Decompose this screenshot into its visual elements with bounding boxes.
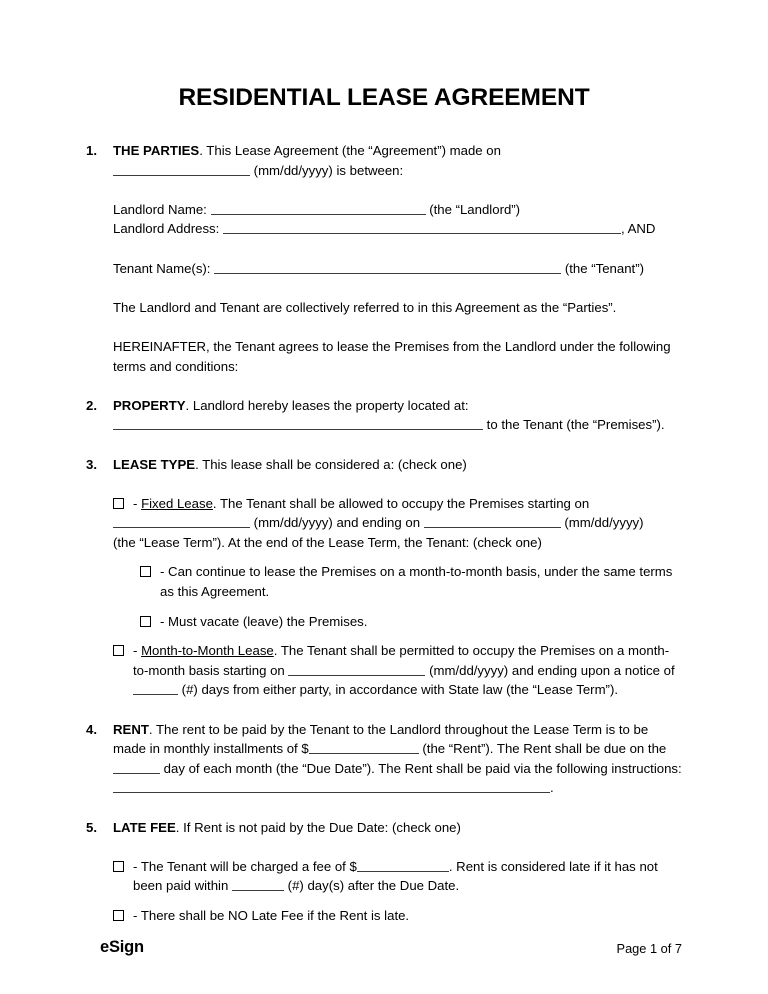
fixed-lease-dash: - — [133, 495, 142, 511]
month-to-month-notice-days-blank[interactable] — [133, 682, 178, 695]
clause-late-fee — [86, 818, 682, 838]
fixed-lease-end-date-blank[interactable] — [424, 515, 561, 528]
late-fee-days-blank[interactable] — [232, 878, 284, 891]
clause-lease-type — [86, 455, 682, 475]
no-late-fee-label: - There shall be NO Late Fee if the Rent is late. — [133, 907, 410, 923]
late-fee-text: . If Rent is not paid by the Due Date: (check one) — [175, 819, 461, 835]
month-to-month-text-b: (mm/dd/yyyy) and ending upon a notice of — [429, 662, 675, 678]
checkbox-must-vacate-icon[interactable] — [140, 616, 151, 627]
page-footer — [86, 938, 682, 962]
checkbox-late-fee-charged-icon[interactable] — [113, 861, 124, 872]
checkbox-fixed-lease-icon[interactable] — [113, 498, 124, 509]
property-text-b: to the Tenant (the “Premises”). — [486, 417, 665, 433]
parties-intro-a: . This Lease Agreement (the “Agreement”) made on — [199, 143, 501, 158]
landlord-address-label: Landlord Address: — [113, 221, 220, 237]
landlord-name-row — [113, 200, 682, 220]
rent-text-c: day of each month (the “Due Date”). The Rent shall be paid via the following instructions: — [163, 760, 682, 776]
landlord-address-row — [113, 219, 682, 239]
property-text-a: . Landlord hereby leases the property located at: — [185, 397, 469, 413]
clause-property — [86, 396, 682, 435]
tenant-name-label: Tenant Name(s): — [113, 260, 211, 276]
landlord-address-suffix: , AND — [620, 221, 656, 237]
option-continue-month-to-month[interactable] — [140, 562, 682, 601]
rent-due-day-blank[interactable] — [113, 761, 160, 774]
landlord-name-label: Landlord Name: — [113, 201, 207, 217]
parties-intro-b: (mm/dd/yyyy) is between: — [253, 162, 404, 178]
clause-number-1: 1. — [86, 143, 97, 158]
parties-collectively-text: The Landlord and Tenant are collectively referred to in this Agreement as the “Parties”. — [113, 299, 617, 315]
fixed-lease-label: Fixed Lease — [141, 495, 213, 511]
clause-number-2: 2. — [86, 397, 97, 413]
month-to-month-text-a: . The Tenant shall be permitted to occupy the Premises on a month-to-month basis starting on — [133, 643, 670, 678]
property-address-blank[interactable] — [113, 417, 483, 430]
clause-number-4: 4. — [86, 721, 97, 737]
rent-amount-blank[interactable] — [309, 741, 419, 754]
fixed-lease-text-b: (mm/dd/yyyy) and ending on — [253, 515, 421, 531]
tenant-name-blank[interactable] — [214, 261, 561, 274]
late-fee-option-b: . Rent is considered late if it has not been paid within — [133, 858, 658, 894]
rent-text-a: . The rent to be paid by the Tenant to the Landlord throughout the Lease Term is to be made in monthly installments of $ — [113, 721, 649, 757]
clause-heading-late-fee: LATE FEE — [113, 819, 176, 835]
fixed-lease-text-d-row: (the “Lease Term”). At the end of the Lease Term, the Tenant: (check one) — [113, 534, 542, 550]
clause-number-5: 5. — [86, 819, 97, 835]
rent-text-b: (the “Rent”). The Rent shall be due on the — [422, 741, 667, 757]
late-fee-option-a: - The Tenant will be charged a fee of $ — [133, 858, 357, 874]
document-body — [86, 141, 682, 926]
late-fee-amount-blank[interactable] — [357, 859, 449, 872]
tenant-name-row — [113, 259, 682, 279]
late-fee-options — [86, 857, 682, 926]
landlord-name-blank[interactable] — [211, 202, 426, 215]
checkbox-month-to-month-icon[interactable] — [113, 645, 124, 656]
fixed-lease-dates-row — [113, 513, 682, 533]
rent-instructions-blank[interactable] — [113, 780, 550, 793]
checkbox-continue-lease-icon[interactable] — [140, 566, 151, 577]
late-fee-option-c: (#) day(s) after the Due Date. — [287, 878, 460, 894]
month-to-month-dash: - — [133, 643, 142, 659]
tenant-name-suffix: (the “Tenant”) — [564, 260, 644, 276]
clause-number-3: 3. — [86, 456, 97, 472]
landlord-address-blank[interactable] — [223, 221, 621, 234]
clause-heading-lease-type: LEASE TYPE — [113, 456, 196, 472]
option-continue-label: - Can continue to lease the Premises on a month-to-month basis, under the same terms as this Agreement. — [160, 564, 673, 600]
option-no-late-fee[interactable] — [113, 906, 682, 926]
page-number-label: Page 1 of 7 — [616, 941, 682, 956]
month-to-month-start-date-blank[interactable] — [288, 663, 425, 676]
clause-heading-rent: RENT — [113, 721, 149, 737]
clause-heading-the-parties: THE PARTIES — [113, 143, 200, 158]
clause-rent — [86, 720, 682, 798]
fixed-lease-start-date-blank[interactable] — [113, 515, 250, 528]
page-title: RESIDENTIAL LEASE AGREEMENT — [178, 84, 590, 111]
lease-type-options — [86, 494, 682, 700]
month-to-month-text-c: (#) days from either party, in accordance with State law (the “Lease Term”). — [181, 682, 619, 698]
fixed-lease-text-a: . The Tenant shall be allowed to occupy the Premises starting on — [212, 495, 590, 511]
landlord-name-suffix: (the “Landlord”) — [429, 201, 521, 217]
option-vacate-label: - Must vacate (leave) the Premises. — [160, 613, 368, 629]
esign-logo: eSign — [100, 938, 144, 956]
month-to-month-label: Month-to-Month Lease — [141, 643, 274, 659]
clause-heading-property: PROPERTY — [113, 397, 186, 413]
option-month-to-month-lease[interactable] — [113, 641, 682, 700]
option-must-vacate[interactable] — [140, 612, 682, 632]
parties-fields — [86, 200, 682, 376]
checkbox-no-late-fee-icon[interactable] — [113, 910, 124, 921]
clause-the-parties — [86, 141, 682, 180]
parties-hereinafter-text: HEREINAFTER, the Tenant agrees to lease the Premises from the Landlord under the following terms and conditions: — [113, 338, 671, 374]
fixed-lease-text-c: (mm/dd/yyyy) — [564, 515, 644, 531]
option-fixed-lease[interactable] — [113, 494, 682, 514]
option-late-fee-charged[interactable] — [113, 857, 682, 896]
rent-text-d: . — [550, 780, 554, 796]
lease-type-text: . This lease shall be considered a: (check one) — [195, 456, 467, 472]
agreement-date-blank[interactable] — [113, 163, 250, 176]
